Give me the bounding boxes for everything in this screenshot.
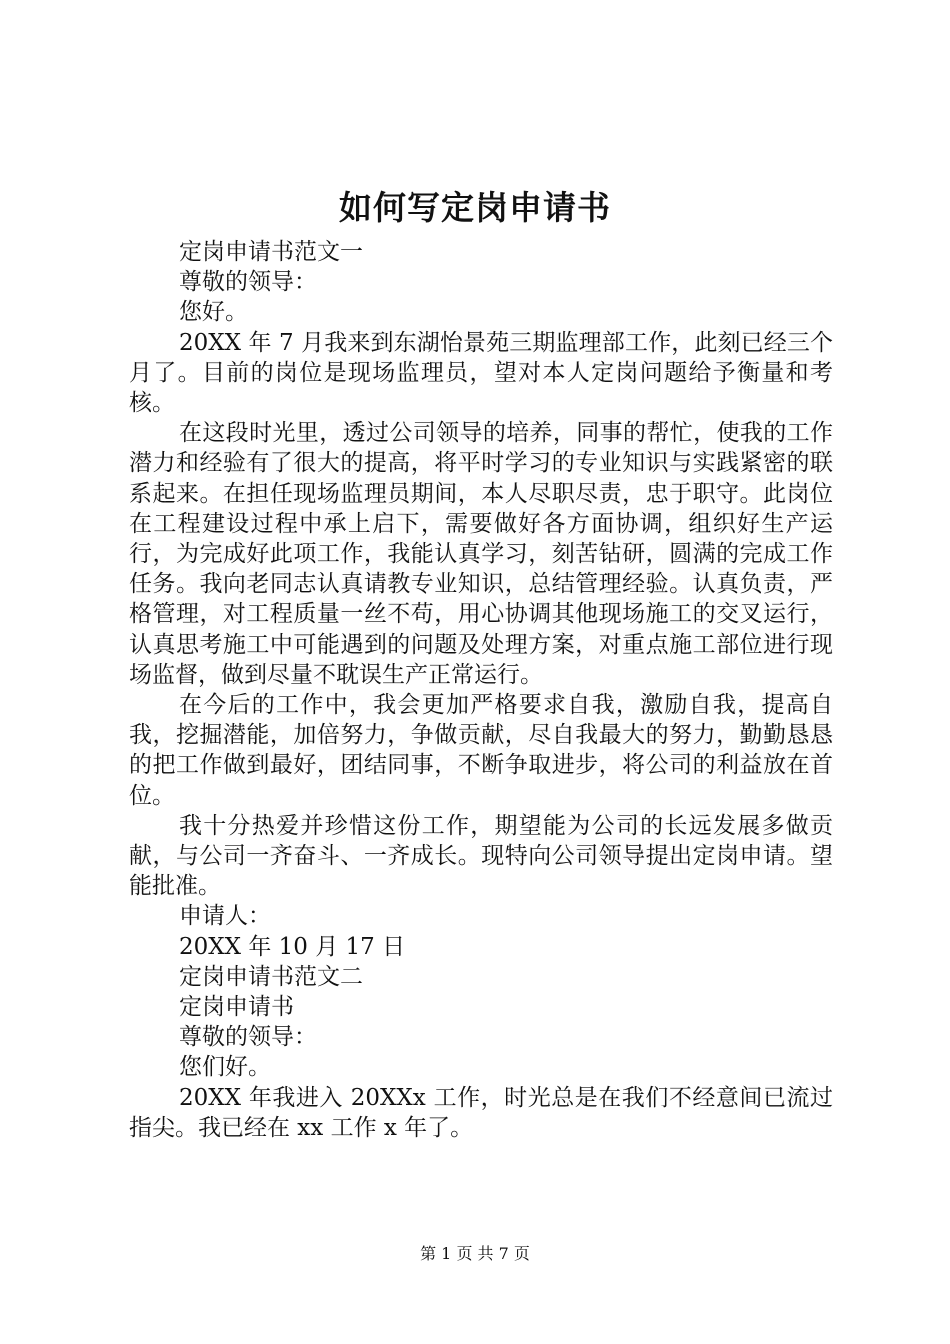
page-number-footer: 第 1 页 共 7 页 xyxy=(420,1244,530,1263)
body-paragraph: 在今后的工作中，我会更加严格要求自我，激励自我，提高自我，挖掘潜能，加倍努力，争做贡献，尽自我最大的努力，勤勤恳恳的把工作做到最好，团结同事，不断争取进步，将公司的利益放在首位。 xyxy=(129,692,833,809)
salutation: 尊敬的领导： xyxy=(179,1024,317,1051)
salutation: 尊敬的领导： xyxy=(179,269,317,296)
body-paragraph: 我十分热爱并珍惜这份工作，期望能为公司的长远发展多做贡献，与公司一齐奋斗、一齐成长。现特向公司领导提出定岗申请。望能批准。 xyxy=(129,812,833,900)
body-paragraph: 20XX 年 7 月我来到东湖怡景苑三期监理部工作，此刻已经三个月了。目前的岗位是现场监理员，望对本人定岗问题给予衡量和考核。 xyxy=(129,329,833,417)
greeting: 您们好。 xyxy=(179,1054,271,1081)
document-body xyxy=(129,237,833,1143)
section-heading-sample-two: 定岗申请书范文二 xyxy=(179,963,363,990)
date-line: 20XX 年 10 月 17 日 xyxy=(179,933,406,960)
body-paragraph: 在这段时光里，透过公司领导的培养，同事的帮忙，使我的工作潜力和经验有了很大的提高，将平时学习的专业知识与实践紧密的联系起来。在担任现场监理员期间，本人尽职尽责，忠于职守。此岗位在工程建设过程中承上启下，需要做好各方面协调，组织好生产运行，为完成好此项工作，我能认真学习，刻苦钻研，圆满的完成工作任务。我向老同志认真请教专业知识，总结管理经验。认真负责，严格管理，对工程质量一丝不苟，用心协调其他现场施工的交叉运行，认真思考施工中可能遇到的问题及处理方案，对重点施工部位进行现场监督，做到尽量不耽误生产正常运行。 xyxy=(129,420,833,688)
section-heading-sample-one: 定岗申请书范文一 xyxy=(179,239,363,265)
applicant-label: 申请人： xyxy=(179,903,271,930)
greeting: 您好。 xyxy=(179,299,248,326)
body-paragraph: 20XX 年我进入 20XXx 工作，时光总是在我们不经意间已流过指尖。我已经在 xx 工作 x 年了。 xyxy=(129,1084,833,1141)
document-title: 如何写定岗申请书 xyxy=(339,188,611,227)
letter-title: 定岗申请书 xyxy=(179,994,294,1021)
